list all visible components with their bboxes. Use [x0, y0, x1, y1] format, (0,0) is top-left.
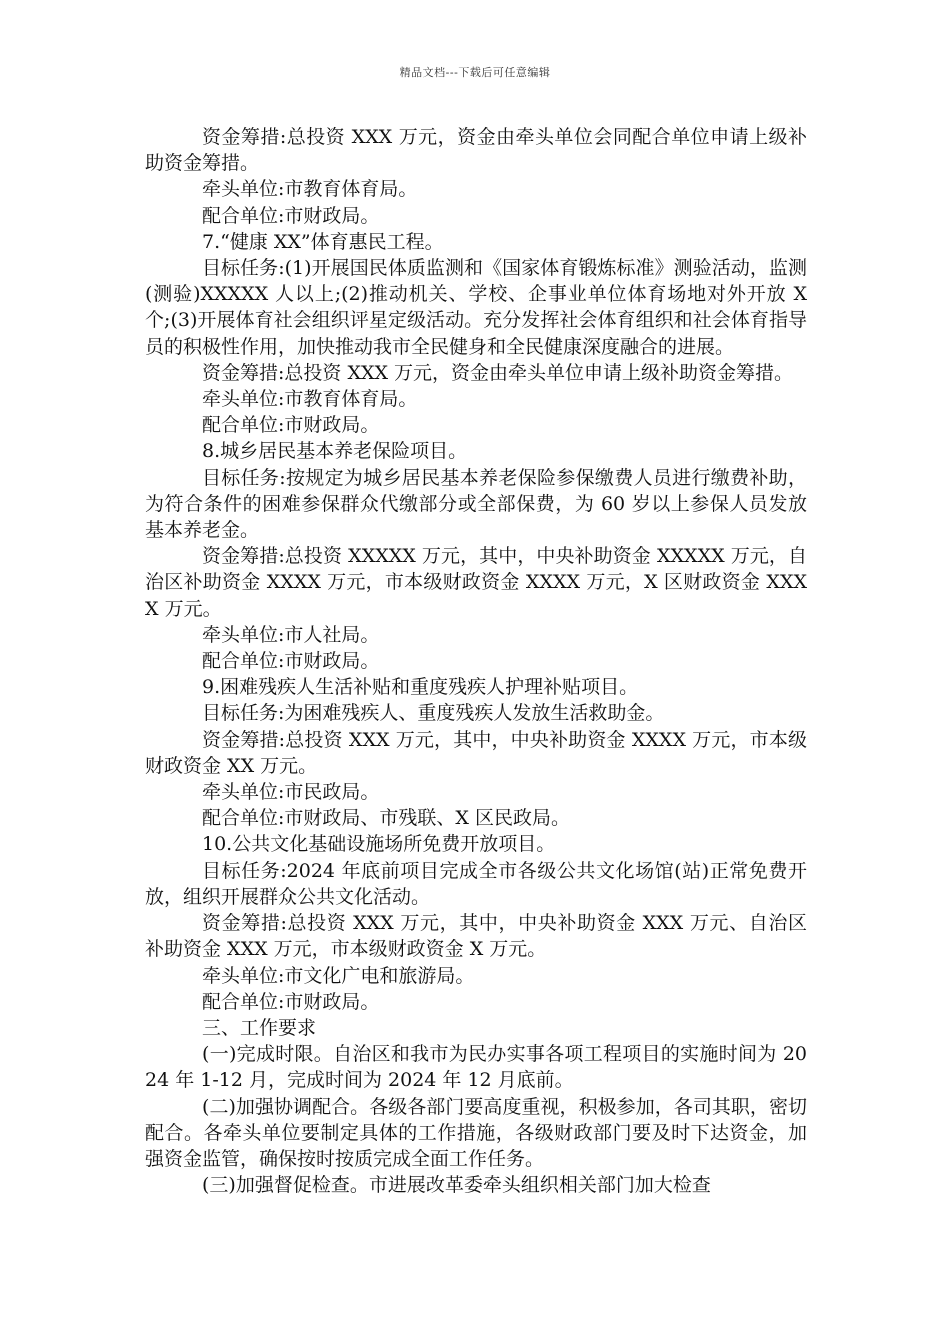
paragraph-goal-8: 目标任务:按规定为城乡居民基本养老保险参保缴费人员进行缴费补助，为符合条件的困难参保群众代缴部分或全部保费，为 60 岁以上参保人员发放基本养老金。: [145, 466, 807, 542]
paragraph-funding-1: 资金筹措:总投资 XXX 万元，资金由牵头单位会同配合单位申请上级补助资金筹措。: [145, 126, 807, 175]
paragraph-requirement-1: (一)完成时限。自治区和我市为民办实事各项工程项目的实施时间为 2024 年 1-12 月，完成时间为 2024 年 12 月底前。: [145, 1043, 807, 1092]
paragraph-partner-unit-9: 配合单位:市财政局、市残联、X 区民政局。: [202, 807, 570, 830]
page-header: 精品文档---下载后可任意编辑: [399, 66, 551, 79]
paragraph-requirement-3: (三)加强督促检查。市进展改革委牵头组织相关部门加大检查: [202, 1174, 711, 1197]
section-heading-work-requirements: 三、工作要求: [202, 1016, 317, 1039]
paragraph-goal-10: 目标任务:2024 年底前项目完成全市各级公共文化场馆(站)正常免费开放，组织开展群众公共文化活动。: [145, 859, 807, 908]
paragraph-funding-7: 资金筹措:总投资 XXX 万元，资金由牵头单位申请上级补助资金筹措。: [202, 361, 794, 384]
paragraph-lead-unit-7: 牵头单位:市教育体育局。: [202, 388, 418, 411]
paragraph-goal-7: 目标任务:(1)开展国民体质监测和《国家体育锻炼标准》测验活动，监测(测验)XXXXX 人以上;(2)推动机关、学校、企事业单位体育场地对外开放 X 个;(3)开展体育社会组织评星定级活动。充分发挥社会体育组织和社会体育指导员的积极性作用，加快推动我市全民健身和全民健康深度融合的进展。: [145, 257, 807, 358]
paragraph-lead-unit-10: 牵头单位:市文化广电和旅游局。: [202, 964, 475, 987]
item-heading-9: 9.困难残疾人生活补贴和重度残疾人护理补贴项目。: [202, 676, 639, 699]
item-heading-10: 10.公共文化基础设施场所免费开放项目。: [202, 833, 556, 856]
paragraph-funding-8: 资金筹措:总投资 XXXXX 万元，其中，中央补助资金 XXXXX 万元，自治区补助资金 XXXX 万元，市本级财政资金 XXXX 万元，X 区财政资金 XXXX 万元。: [145, 545, 807, 620]
paragraph-partner-unit-7: 配合单位:市财政局。: [202, 414, 380, 437]
paragraph-partner-unit-10: 配合单位:市财政局。: [202, 990, 380, 1013]
paragraph-requirement-2: (二)加强协调配合。各级各部门要高度重视，积极参加，各司其职，密切配合。各牵头单位要制定具体的工作措施，各级财政部门要及时下达资金，加强资金监管，确保按时按质完成全面工作任务。: [145, 1095, 807, 1170]
paragraph-goal-9: 目标任务:为困难残疾人、重度残疾人发放生活救助金。: [202, 702, 665, 725]
paragraph-partner-unit-8: 配合单位:市财政局。: [202, 650, 380, 673]
document-body: [145, 124, 807, 1198]
paragraph-funding-9: 资金筹措:总投资 XXX 万元，其中，中央补助资金 XXXX 万元，市本级财政资金 XX 万元。: [145, 728, 807, 777]
item-heading-7: 7.“健康 XX”体育惠民工程。: [202, 230, 444, 253]
paragraph-partner-unit-1: 配合单位:市财政局。: [202, 204, 380, 227]
paragraph-lead-unit-8: 牵头单位:市人社局。: [202, 623, 380, 646]
paragraph-funding-10: 资金筹措:总投资 XXX 万元，其中，中央补助资金 XXX 万元、自治区补助资金 XXX 万元，市本级财政资金 X 万元。: [145, 912, 807, 961]
paragraph-lead-unit-9: 牵头单位:市民政局。: [202, 781, 380, 804]
item-heading-8: 8.城乡居民基本养老保险项目。: [202, 440, 468, 463]
paragraph-lead-unit-1: 牵头单位:市教育体育局。: [202, 178, 418, 201]
